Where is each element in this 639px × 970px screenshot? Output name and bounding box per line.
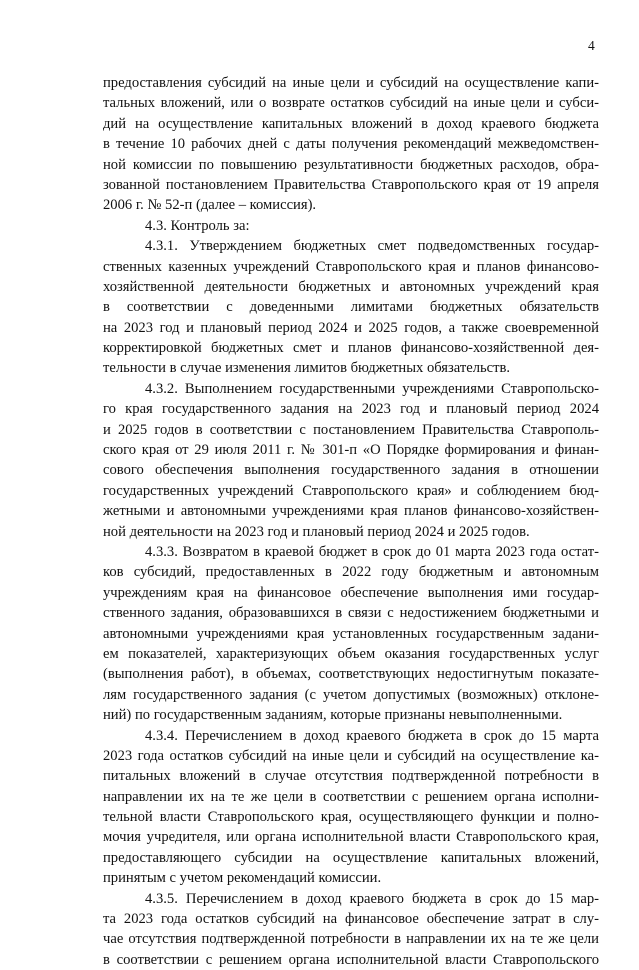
- text-line: на 2023 год и плановый период 2024 и 2025 годов, а также своевременной: [103, 319, 599, 336]
- page-number: 4: [588, 38, 595, 53]
- text-line: принятым с учетом рекомендаций комиссии.: [103, 870, 382, 887]
- text-line: тельности в случае изменения лимитов бюджетных обязательств.: [103, 360, 511, 377]
- text-line: направлении их на те же цели в соответствии с решением органа исполни-: [103, 788, 599, 805]
- text-line: ной комиссии по повышению результативности бюджетных расходов, обра-: [103, 156, 599, 173]
- text-line: та 2023 года остатков субсидий на финансовое обеспечение затрат в слу-: [103, 911, 599, 928]
- text-line: предоставляющего субсидии на осуществление капитальных вложений,: [103, 849, 599, 866]
- text-line: дий на осуществление капитальных вложений в доход краевого бюджета: [103, 115, 599, 132]
- text-line: чае отсутствия подтвержденной потребности в направлении их на те же цели: [103, 931, 599, 948]
- text-line: ственных казенных учреждений Ставропольского края и планов финансово-: [103, 258, 599, 275]
- text-line: автономными учреждениями края установленных государственным задани-: [103, 625, 599, 642]
- text-line: (выполнения работ), в объемах, соответствующих недостигнутым показате-: [103, 666, 599, 683]
- text-line: зованной постановлением Правительства Ставропольского края от 19 апреля: [103, 176, 599, 193]
- body-text: [103, 73, 599, 970]
- text-line: 4.3.5. Перечислением в доход краевого бюджета в срок до 15 мар-: [145, 890, 599, 907]
- text-line: ний) по государственным заданиям, которые признаны невыполненными.: [103, 707, 563, 724]
- text-line: сового обеспечения выполнения государственного задания в отношении: [103, 462, 599, 479]
- text-line: 4.3.4. Перечислением в доход краевого бюджета в срок до 15 марта: [145, 727, 599, 744]
- text-line: лям государственного задания (с учетом допустимых (возможных) отклоне-: [103, 686, 599, 703]
- text-line: учреждениям края на финансовое обеспечение выполнения ими государ-: [103, 584, 599, 601]
- text-line: ков субсидий, предоставленных в 2022 году бюджетным и автономным: [103, 564, 599, 581]
- text-line: питальных вложений в случае отсутствия подтвержденной потребности в: [103, 768, 599, 785]
- text-line: жетными и автономными учреждениями края планов финансово-хозяйствен-: [103, 503, 599, 520]
- text-line: ского края от 29 июля 2011 г. № 301-п «О Порядке формирования и финан-: [103, 442, 599, 459]
- text-line: 2006 г. № 52-п (далее – комиссия).: [103, 197, 317, 214]
- text-line: 2023 года остатков субсидий на иные цели и субсидий на осуществление ка-: [103, 747, 599, 764]
- text-line: тальных вложений, или о возврате остатков субсидий на иные цели и субси-: [103, 95, 599, 112]
- text-line: в соответствии с доведенными лимитами бюджетных обязательств: [103, 299, 599, 316]
- text-line: хозяйственной деятельности бюджетных и автономных учреждений края: [103, 278, 599, 295]
- text-line: ной деятельности на 2023 год и плановый период 2024 и 2025 годов.: [103, 523, 530, 540]
- text-line: го края государственного задания на 2023 год и плановый период 2024: [103, 401, 599, 418]
- text-line: предоставления субсидий на иные цели и субсидий на осуществление капи-: [103, 75, 599, 91]
- text-line: ем показателей, характеризующих объем оказания государственных услуг: [103, 645, 599, 662]
- text-line: государственных учреждений Ставропольского края» и соблюдением бюд-: [103, 482, 599, 499]
- text-line: и 2025 годов в соответствии с постановлением Правительства Ставрополь-: [103, 421, 599, 438]
- text-line: в течение 10 рабочих дней с даты получения рекомендаций межведомствен-: [103, 136, 599, 153]
- text-line: тельной власти Ставропольского края, осуществляющего функции и полно-: [103, 809, 599, 826]
- text-line: 4.3.2. Выполнением государственными учреждениями Ставропольско-: [145, 380, 599, 397]
- text-line: 4.3.1. Утверждением бюджетных смет подведомственных государ-: [145, 238, 599, 255]
- text-line: 4.3. Контроль за:: [145, 217, 250, 234]
- text-line: 4.3.3. Возвратом в краевой бюджет в срок до 01 марта 2023 года остат-: [145, 543, 599, 560]
- text-line: мочия учредителя, или органа исполнительной власти Ставропольского края,: [103, 829, 599, 846]
- text-line: ственного задания, образовавшихся в связи с недостижением бюджетными и: [103, 605, 599, 622]
- text-line: корректировкой бюджетных смет и планов финансово-хозяйственной дея-: [103, 340, 599, 357]
- text-line: в соответствии с решением органа исполнительной власти Ставропольского: [103, 951, 599, 968]
